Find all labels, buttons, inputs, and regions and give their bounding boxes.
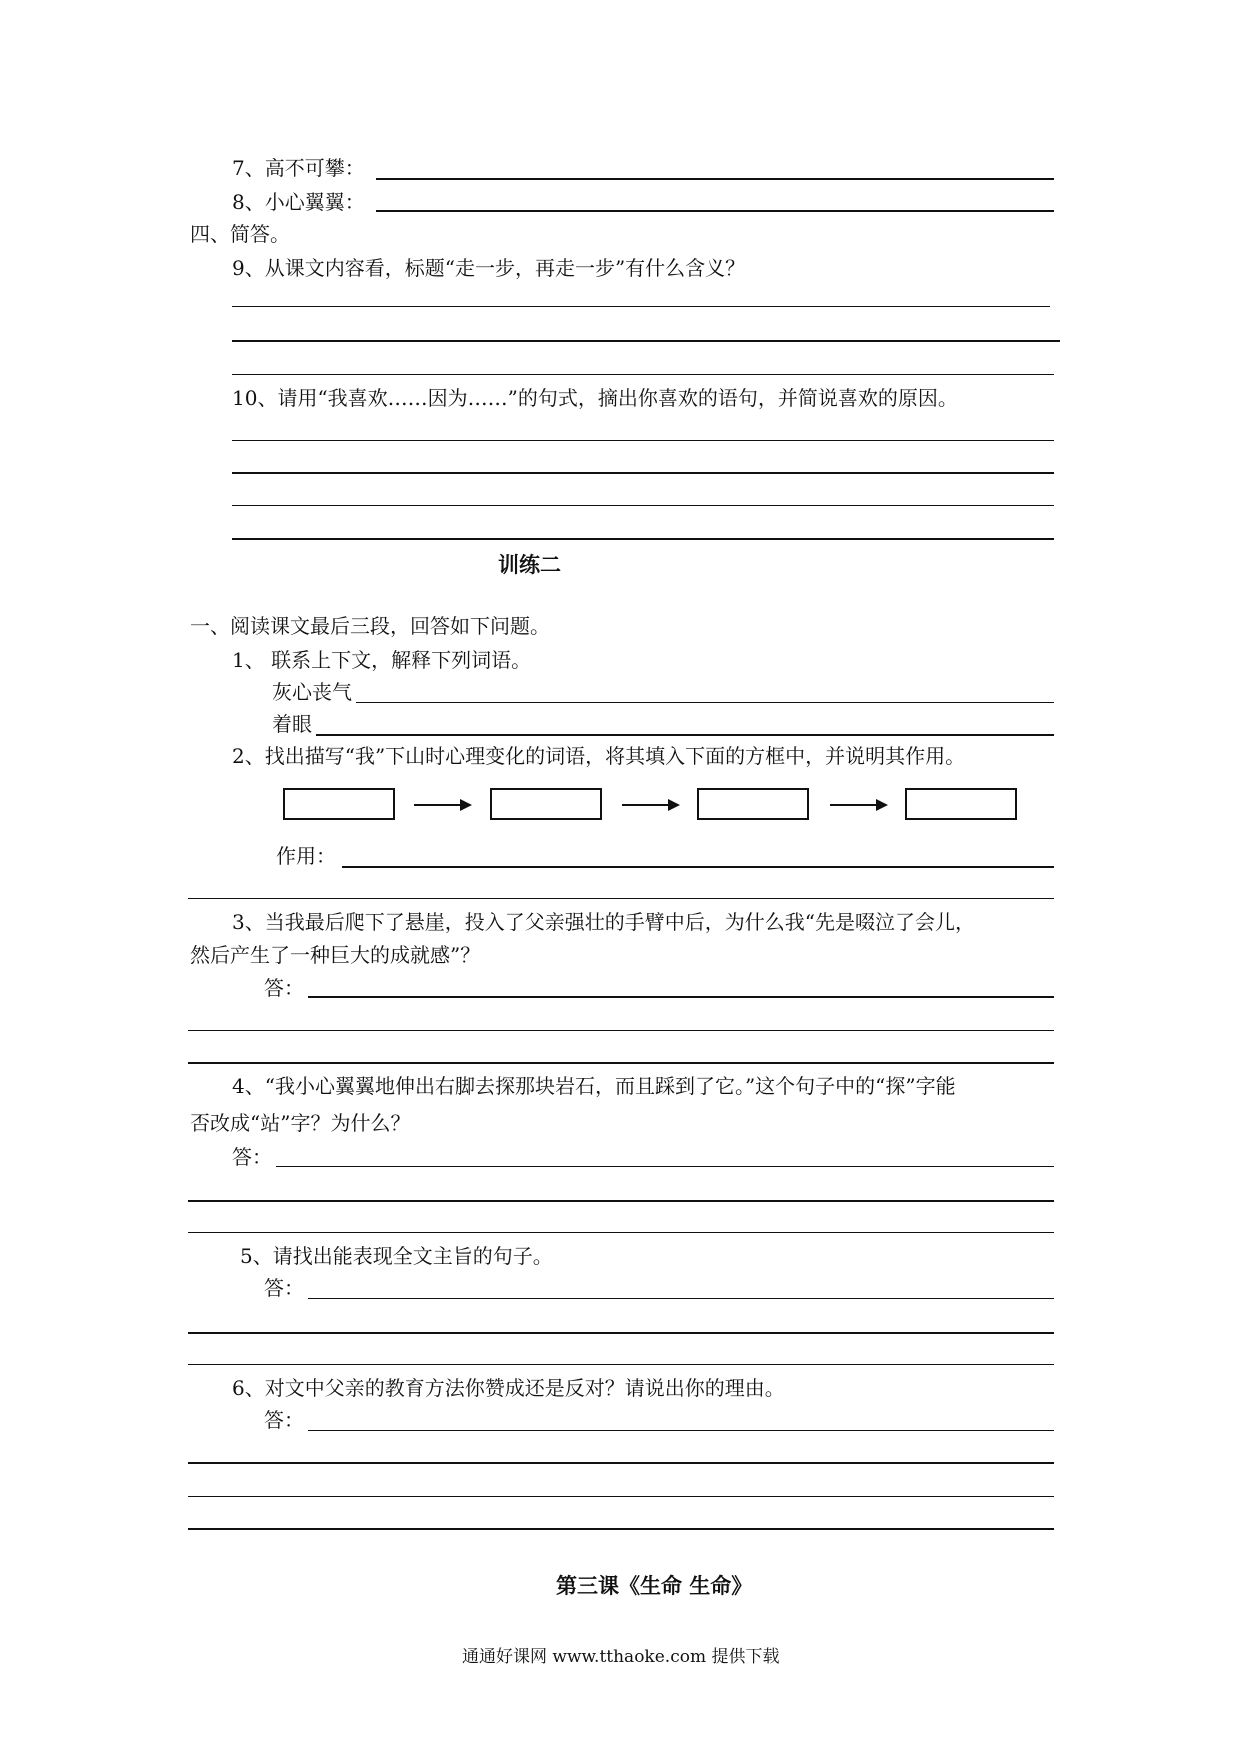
q3-answer-label: 答： bbox=[264, 976, 304, 1000]
q6-answer-label: 答： bbox=[264, 1408, 304, 1432]
q3-text-line2: 然后产生了一种巨大的成就感”？ bbox=[190, 943, 481, 967]
word-1-answer-line[interactable] bbox=[356, 702, 1054, 703]
q6-answer-line[interactable] bbox=[188, 1496, 1054, 1497]
q4-text-line2: 否改成“站”字？为什么？ bbox=[190, 1111, 411, 1135]
q9-answer-line[interactable] bbox=[232, 340, 1060, 342]
q3-text-line1: 3、当我最后爬下了悬崖，投入了父亲强壮的手臂中后，为什么我“先是啜泣了会儿， bbox=[232, 910, 975, 934]
q10-answer-line[interactable] bbox=[232, 472, 1054, 474]
q8-label: 8、小心翼翼： bbox=[232, 190, 365, 214]
q10-answer-line[interactable] bbox=[232, 538, 1054, 540]
q10-answer-line[interactable] bbox=[232, 505, 1054, 506]
arrow-right-icon bbox=[414, 804, 470, 806]
arrow-right-icon bbox=[622, 804, 678, 806]
q10-answer-line[interactable] bbox=[232, 440, 1054, 441]
q6-answer-line[interactable] bbox=[188, 1462, 1054, 1464]
q7-answer-line[interactable] bbox=[376, 178, 1054, 180]
q4-answer-line[interactable] bbox=[188, 1232, 1054, 1233]
use-answer-line[interactable] bbox=[188, 898, 1054, 899]
q5-text: 5、请找出能表现全文主旨的句子。 bbox=[240, 1244, 553, 1268]
q3-answer-line[interactable] bbox=[188, 1062, 1054, 1064]
word-1: 灰心丧气 bbox=[272, 680, 352, 704]
section1-heading: 一、阅读课文最后三段，回答如下问题。 bbox=[190, 614, 550, 638]
q8-answer-line[interactable] bbox=[376, 210, 1054, 212]
q2-text: 2、找出描写“我”下山时心理变化的词语，将其填入下面的方框中，并说明其作用。 bbox=[232, 744, 966, 768]
q10-text: 10、请用“我喜欢……因为……”的句式，摘出你喜欢的语句，并简说喜欢的原因。 bbox=[232, 386, 958, 410]
q5-answer-line[interactable] bbox=[188, 1332, 1054, 1334]
q9-answer-line[interactable] bbox=[232, 306, 1050, 307]
q4-answer-line[interactable] bbox=[276, 1166, 1054, 1167]
q9-text: 9、从课文内容看，标题“走一步，再走一步”有什么含义？ bbox=[232, 256, 746, 280]
q4-answer-label: 答： bbox=[232, 1145, 272, 1169]
q9-answer-line[interactable] bbox=[232, 374, 1054, 375]
footer-text: 通通好课网 www.tthaoke.com 提供下载 bbox=[462, 1647, 780, 1667]
word-2-answer-line[interactable] bbox=[316, 734, 1054, 736]
lesson3-title: 第三课《生命 生命》 bbox=[556, 1573, 753, 1598]
use-label: 作用： bbox=[276, 844, 336, 868]
q6-answer-line[interactable] bbox=[308, 1430, 1054, 1431]
q5-answer-label: 答： bbox=[264, 1276, 304, 1300]
q4-text-line1: 4、“我小心翼翼地伸出右脚去探那块岩石，而且踩到了它。”这个句子中的“探”字能 bbox=[232, 1074, 956, 1098]
q3-answer-line[interactable] bbox=[188, 1030, 1054, 1031]
feeling-box-3[interactable] bbox=[697, 788, 809, 820]
word-2: 着眼 bbox=[272, 712, 312, 736]
q1-text: 1、 联系上下文，解释下列词语。 bbox=[232, 648, 532, 672]
feeling-box-4[interactable] bbox=[905, 788, 1017, 820]
q7-label: 7、高不可攀： bbox=[232, 156, 365, 180]
q4-answer-line[interactable] bbox=[188, 1200, 1054, 1202]
q5-answer-line[interactable] bbox=[188, 1364, 1054, 1365]
feeling-box-2[interactable] bbox=[490, 788, 602, 820]
feeling-box-1[interactable] bbox=[283, 788, 395, 820]
exercise2-title: 训练二 bbox=[498, 552, 561, 577]
q6-text: 6、对文中父亲的教育方法你赞成还是反对？请说出你的理由。 bbox=[232, 1376, 785, 1400]
q6-answer-line[interactable] bbox=[188, 1528, 1054, 1530]
arrow-right-icon bbox=[830, 804, 886, 806]
q3-answer-line[interactable] bbox=[308, 996, 1054, 998]
section4-heading: 四、简答。 bbox=[190, 222, 290, 246]
use-answer-line[interactable] bbox=[342, 866, 1054, 868]
q5-answer-line[interactable] bbox=[308, 1298, 1054, 1299]
